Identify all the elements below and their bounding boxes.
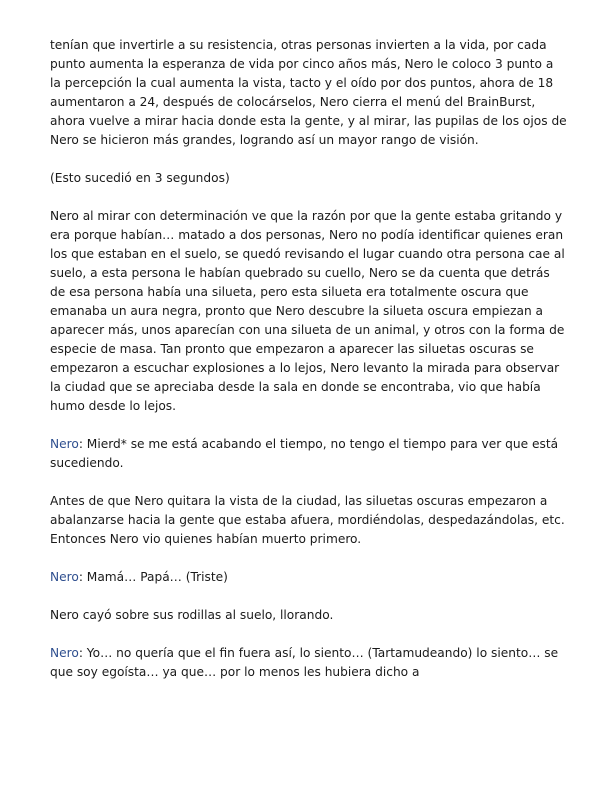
paragraph-4	[50, 492, 568, 549]
paragraph-1	[50, 36, 568, 150]
paragraph-text: Nero al mirar con determinación ve que la razón por que la gente estaba gritando y era porque habían… matado a dos personas, Nero no podía identificar quienes eran los que estaban en el suelo, se quedó revisando el lugar cuando otra persona cae al suelo, a esta persona le habían quebrado su cuello, Nero se da cuenta que detrás de esa persona había una silueta, pero esta silueta era totalmente oscura que emanaba un aura negra, pronto que Nero descubre la silueta oscura empiezan a aparecer más, unos aparecían con una silueta de un animal, y otros con la forma de especie de masa. Tan pronto que empezaron a aparecer las siluetas oscuras se empezaron a escuchar explosiones a lo lejos, Nero levanto la mirada para observar la ciudad que se apreciaba desde la sala en donde se encontraba, vio que había humo desde lo lejos.	[50, 209, 565, 413]
paragraph-5	[50, 606, 568, 625]
dialogue-text: : Mierd* se me está acabando el tiempo, no tengo el tiempo para ver que está sucediendo.	[50, 437, 559, 470]
paragraph-text: Nero cayó sobre sus rodillas al suelo, llorando.	[50, 608, 334, 622]
speaker-name: Nero	[50, 646, 79, 660]
paragraph-text: tenían que invertirle a su resistencia, otras personas invierten a la vida, por cada punto aumenta la esperanza de vida por cinco años más, Nero le coloco 3 punto a la percepción la cual aumenta la vista, tacto y el oído por dos puntos, ahora de 18 aumentaron a 24, después de colocárselos, Nero cierra el menú del BrainBurst, ahora vuelve a mirar hacia donde esta la gente, y al mirar, las pupilas de los ojos de Nero se hicieron más grandes, logrando así un mayor rango de visión.	[50, 38, 567, 147]
paragraph-2	[50, 169, 568, 188]
dialogue-text: : Mamá… Papá… (Triste)	[78, 570, 228, 584]
speaker-name: Nero	[50, 437, 79, 451]
paragraph-text: (Esto sucedió en 3 segundos)	[50, 171, 230, 185]
speaker-name: Nero	[50, 570, 79, 584]
dialogue-text: : Yo… no quería que el fin fuera así, lo siento… (Tartamudeando) lo siento… se que soy egoísta… ya que… por lo menos les hubiera dicho a	[50, 646, 559, 679]
dialogue-line-2	[50, 568, 568, 587]
paragraph-text: Antes de que Nero quitara la vista de la ciudad, las siluetas oscuras empezaron a abalanzarse hacia la gente que estaba afuera, mordiéndolas, despedazándolas, etc. Entonces Nero vio quienes habían muerto primero.	[50, 494, 565, 546]
paragraph-3	[50, 207, 568, 416]
dialogue-line-1	[50, 435, 568, 473]
dialogue-line-3	[50, 644, 568, 682]
document-page	[50, 36, 568, 701]
